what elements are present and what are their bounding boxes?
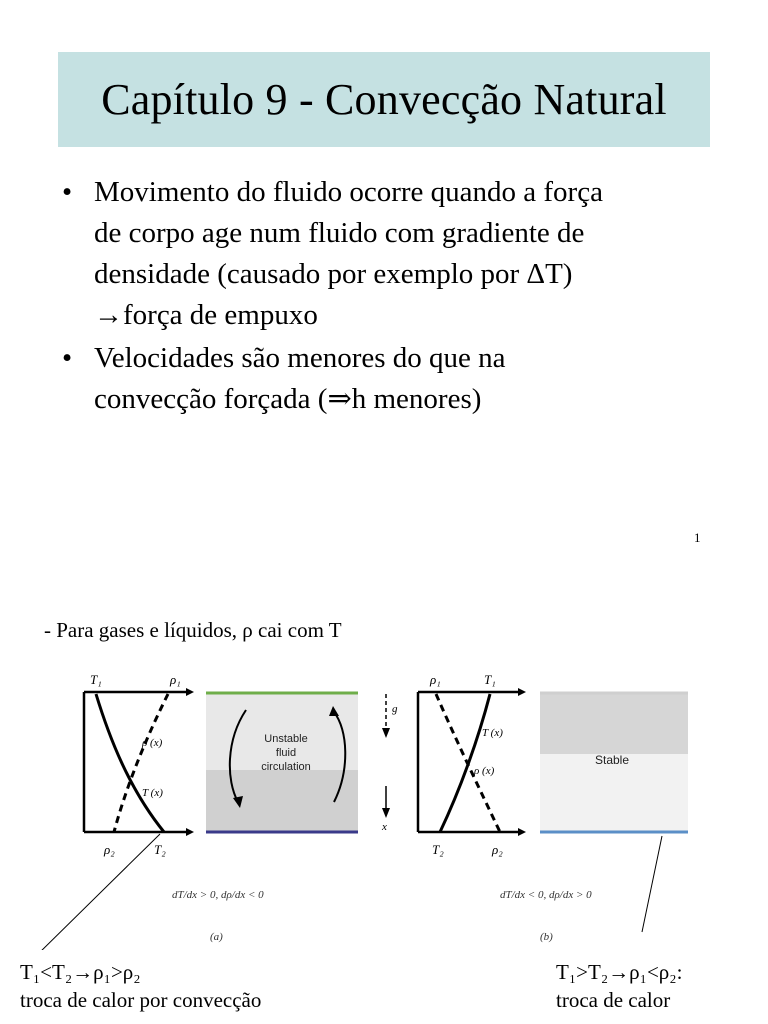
fluid-box-a-label-1: Unstable: [264, 733, 308, 745]
profile-b-label-bottom-left: T₂: [432, 842, 444, 857]
convection-figure: [0, 650, 768, 950]
x-axis-label: x: [382, 821, 387, 833]
profile-b-curve-label-rho: ρ (x): [474, 765, 495, 777]
profile-a: [84, 672, 194, 857]
bullet-line: densidade (causado por exemplo por ΔT): [94, 258, 573, 290]
note-unstable-text: troca de calor por convecção: [20, 988, 262, 1012]
page-number: 1: [694, 530, 701, 545]
bullet-line: Movimento do fluido ocorre quando a força: [94, 176, 603, 208]
pointer-line-right: [642, 836, 662, 932]
profile-a-label-top-left: T₁: [90, 672, 102, 687]
profile-a-curve-label-T: T (x): [142, 787, 163, 799]
profile-b-label-bottom-right: ρ₂: [492, 842, 503, 857]
fluid-box-b-upper: [540, 694, 688, 754]
note-stable-text: troca de calor: [556, 988, 671, 1012]
profile-b-bottom-arrow: [518, 828, 526, 836]
profile-b-label-top-left: ρ₁: [430, 672, 441, 687]
fluid-box-b: [540, 693, 688, 832]
profile-a-label-top-right: ρ₁: [170, 672, 181, 687]
condition-b: dT/dx < 0, dρ/dx > 0: [500, 889, 592, 901]
profile-b: [418, 672, 526, 857]
slide2-lead-text: - Para gases e líquidos, ρ cai com T: [44, 618, 342, 642]
bullet-item: [62, 338, 712, 420]
gravity-indicator: [381, 694, 398, 833]
bullet-list: [62, 172, 712, 422]
profile-b-label-top-right: T₁: [484, 672, 496, 687]
fluid-box-b-label: Stable: [594, 753, 630, 767]
fluid-box-a: [206, 693, 358, 832]
caption-b: (b): [540, 931, 553, 943]
profile-b-top-arrow: [518, 688, 526, 696]
profile-a-curve-label-rho: ρ (x): [142, 737, 163, 749]
bullet-marker: •: [62, 342, 73, 374]
bullet-item: [62, 172, 712, 336]
gravity-arrowhead: [382, 728, 390, 738]
bullet-line: convecção forçada (⇒h menores): [94, 383, 482, 415]
profile-a-bottom-arrow: [186, 828, 194, 836]
profile-b-curve-label-T: T (x): [482, 727, 503, 739]
fluid-box-a-label-3: circulation: [261, 761, 311, 773]
caption-a: (a): [210, 931, 223, 943]
condition-a: dT/dx > 0, dρ/dx < 0: [172, 889, 264, 901]
profile-a-label-bottom-right: T₂: [154, 842, 166, 857]
bullet-line: de corpo age num fluido com gradiente de: [94, 217, 585, 249]
note-stable-relation: T₁>T₂→ρ₁<ρ₂:: [556, 960, 683, 984]
note-unstable-relation: T₁<T₂→ρ₁>ρ₂: [20, 960, 141, 984]
gravity-label: g: [392, 703, 398, 715]
note-stable: [556, 958, 682, 1014]
profile-a-top-arrow: [186, 688, 194, 696]
note-unstable: [20, 958, 261, 1014]
slide-title: Capítulo 9 - Convecção Natural: [101, 74, 667, 124]
pointer-line-left: [34, 834, 160, 950]
profile-a-temperature-curve: [96, 694, 164, 832]
profile-b-density-curve: [436, 694, 500, 832]
profile-a-label-bottom-left: ρ₂: [104, 842, 115, 857]
fluid-box-a-label-2: fluid: [275, 747, 297, 759]
x-arrowhead: [382, 808, 390, 818]
bullet-line: →força de empuxo: [94, 299, 318, 331]
bullet-line: Velocidades são menores do que na: [94, 342, 506, 374]
bullet-marker: •: [62, 176, 73, 208]
profile-b-temperature-curve: [440, 694, 490, 832]
title-banner: [58, 52, 710, 147]
